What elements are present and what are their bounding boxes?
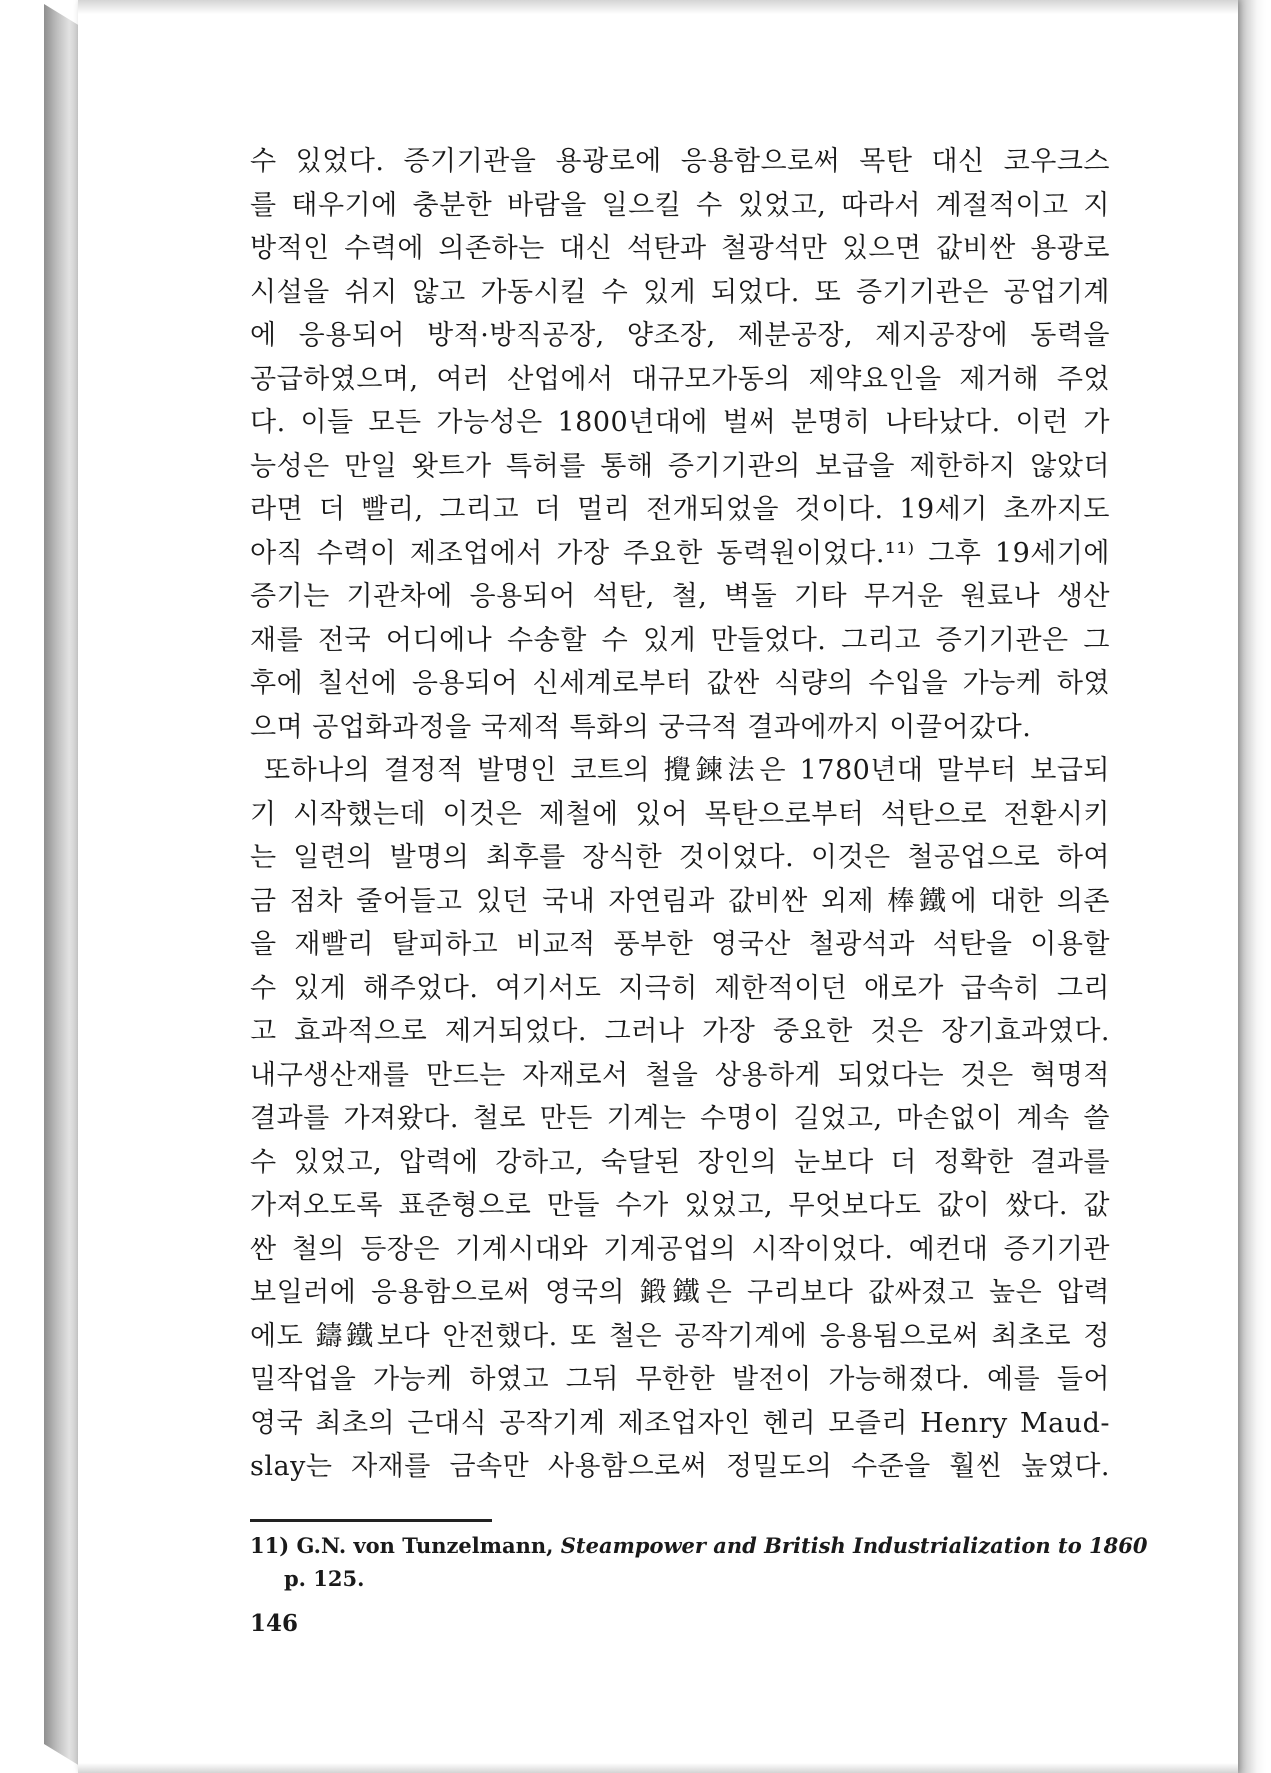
text-line: 를 태우기에 충분한 바람을 일으킬 수 있었고, 따라서 계절적이고 지 [250, 189, 1110, 221]
footnote [250, 1528, 1148, 1594]
footnote-author: G.N. von Tunzelmann, [296, 1533, 554, 1558]
text-line: 다. 이들 모든 가능성은 1800년대에 벌써 분명히 나타났다. 이런 가 [250, 407, 1110, 438]
footnote-title: Steampower and British Industrialization to 1860 [560, 1533, 1148, 1558]
text-line: 영국 최초의 근대식 공작기계 제조업자인 헨리 모즐리 Henry Maud- [250, 1407, 1110, 1439]
footnote-number: 11) [250, 1533, 290, 1558]
text-line: 에 응용되어 방적·방직공장, 양조장, 제분공장, 제지공장에 동력을 [250, 320, 1110, 351]
page-number: 146 [250, 1610, 299, 1637]
text-line: 수 있게 해주었다. 여기서도 지극히 제한적이던 애로가 급속히 그리 [250, 972, 1110, 1004]
book-page [78, 0, 1238, 1773]
book-spine-edge [44, 4, 80, 1766]
text-line: 금 점차 줄어들고 있던 국내 자연림과 값비싼 외제 棒鐵에 대한 의존 [250, 885, 1110, 917]
text-line: 후에 칠선에 응용되어 신세계로부터 값싼 식량의 수입을 가능케 하였 [250, 668, 1110, 699]
text-line: 증기는 기관차에 응용되어 석탄, 철, 벽돌 기타 무거운 원료나 생산 [250, 581, 1110, 612]
text-line: 는 일련의 발명의 최후를 장식한 것이었다. 이것은 철공업으로 하여 [250, 842, 1110, 873]
footnote-pages: p. 125. [284, 1566, 365, 1591]
text-line: 결과를 가져왔다. 철로 만든 기계는 수명이 길었고, 마손없이 계속 쓸 [250, 1103, 1110, 1134]
text-line: slay는 자재를 금속만 사용함으로써 정밀도의 수준을 훨씬 높였다. [250, 1451, 1110, 1482]
text-line: 공급하였으며, 여러 산업에서 대규모가동의 제약요인을 제거해 주었 [250, 363, 1110, 395]
text-line: 을 재빨리 탈피하고 비교적 풍부한 영국산 철광석과 석탄을 이용할 [250, 929, 1110, 960]
paragraph-end-line: 으며 공업화과정을 국제적 특화의 궁극적 결과에까지 이끌어갔다. [250, 711, 1032, 743]
footnote-divider [250, 1519, 492, 1522]
text-line: 수 있었고, 압력에 강하고, 숙달된 장인의 눈보다 더 정확한 결과를 [250, 1146, 1110, 1178]
text-line: 보일러에 응용함으로써 영국의 鍛鐵은 구리보다 값싸졌고 높은 압력 [250, 1277, 1110, 1308]
text-line: 밀작업을 가능케 하였고 그뒤 무한한 발전이 가능해졌다. 예를 들어 [250, 1364, 1110, 1395]
text-line: 싼 철의 등장은 기계시대와 기계공업의 시작이었다. 예컨대 증기기관 [250, 1233, 1110, 1265]
text-line: 시설을 쉬지 않고 가동시킬 수 있게 되었다. 또 증기기관은 공업기계 [250, 276, 1110, 308]
text-line: 내구생산재를 만드는 자재로서 철을 상용하게 되었다는 것은 혁명적 [250, 1059, 1110, 1091]
text-line: 능성은 만일 왓트가 특허를 통해 증기기관의 보급을 제한하지 않았더 [250, 450, 1110, 482]
text-line: 아직 수력이 제조업에서 가장 주요한 동력원이었다.¹¹⁾ 그후 19세기에 [250, 537, 1110, 569]
text-line: 기 시작했는데 이것은 제철에 있어 목탄으로부터 석탄으로 전환시키 [250, 798, 1110, 830]
footnote-citation [250, 1528, 1148, 1564]
text-line: 방적인 수력에 의존하는 대신 석탄과 철광석만 있으면 값비싼 용광로 [250, 233, 1110, 264]
paragraph-start-line: 또하나의 결정적 발명인 코트의 攪鍊法은 1780년대 말부터 보급되 [264, 755, 1110, 786]
body-text [250, 140, 1110, 1489]
text-line: 라면 더 빨리, 그리고 더 멀리 전개되었을 것이다. 19세기 초까지도 [250, 494, 1110, 525]
text-line: 고 효과적으로 제거되었다. 그러나 가장 중요한 것은 장기효과였다. [250, 1016, 1110, 1047]
text-line: 수 있었다. 증기기관을 용광로에 응용함으로써 목탄 대신 코우크스 [250, 146, 1110, 177]
text-line: 재를 전국 어디에나 수송할 수 있게 만들었다. 그리고 증기기관은 그 [250, 624, 1110, 656]
text-line: 가져오도록 표준형으로 만들 수가 있었고, 무엇보다도 값이 쌌다. 값 [250, 1190, 1110, 1221]
text-line: 에도 鑄鐵보다 안전했다. 또 철은 공작기계에 응용됨으로써 최초로 정 [250, 1320, 1110, 1352]
page-shadow [1236, 0, 1266, 1773]
